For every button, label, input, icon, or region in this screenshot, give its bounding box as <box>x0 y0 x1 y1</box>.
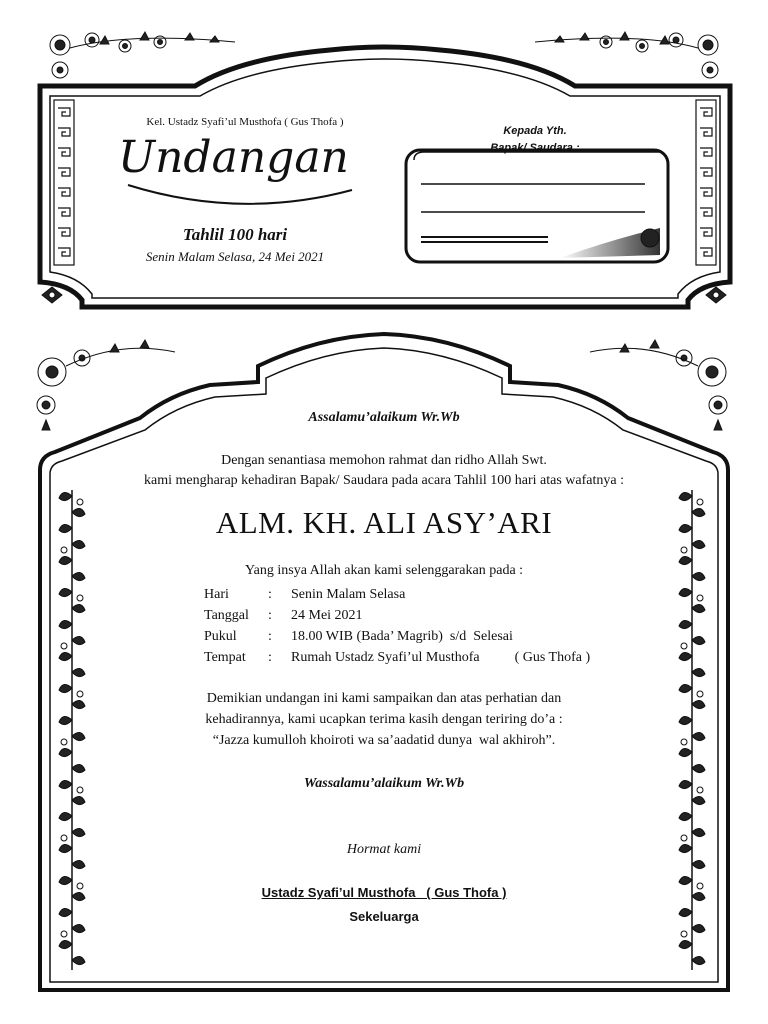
floral-bottom-right-ornament <box>706 287 726 303</box>
floral-top-right-ornament <box>535 32 718 78</box>
deceased-name: ALM. KH. ALI ASY’ARI <box>215 505 553 540</box>
detail-value: Senin Malam Selasa <box>291 587 406 602</box>
detail-row-day <box>204 584 590 605</box>
detail-label: Tanggal <box>204 608 249 623</box>
intro-line-2: kami mengharap kehadiran Bapak/ Saudara pada acara Tahlil 100 hari atas wafatnya : <box>144 473 624 488</box>
detail-row-place <box>204 647 590 668</box>
address-to: Kepada Yth. <box>503 125 567 137</box>
invitation-title <box>118 132 368 212</box>
address-to-2: Bapak/ Saudara : <box>490 142 580 154</box>
regards: Hormat kami <box>346 842 422 857</box>
detail-label: Tempat <box>204 650 246 665</box>
greeting: Assalamu’alaikum Wr.Wb <box>308 410 460 425</box>
closing-text <box>110 688 658 751</box>
closing-line-1: Demikian undangan ini kami sampaikan dan atas perhatian dan <box>206 691 562 706</box>
detail-row-date <box>204 605 590 626</box>
farewell: Wassalamu’alaikum Wr.Wb <box>303 776 465 791</box>
vine-left-ornament <box>59 490 85 970</box>
closing-prayer: “Jazza kumulloh khoiroti wa sa’aadatid dunya wal akhiroh”. <box>212 733 556 748</box>
floral-bottom-left-ornament <box>42 287 62 303</box>
closing-line-2: kehadirannya, kami ucapkan terima kasih dengan teriring do’a : <box>205 712 563 727</box>
signatory-name: Ustadz Syafi’ul Musthofa ( Gus Thofa ) <box>261 885 507 900</box>
envelope-frame <box>0 0 768 320</box>
signatory-family: Sekeluarga <box>349 909 419 924</box>
invitation-title-text: Undangan <box>118 132 349 183</box>
floral-top-left-ornament <box>50 32 235 78</box>
event-name: Tahlil 100 hari <box>182 225 288 244</box>
detail-value: 24 Mei 2021 <box>291 608 363 623</box>
detail-colon: : <box>268 587 272 602</box>
floral-card-top-right-ornament <box>590 340 727 430</box>
detail-colon: : <box>268 650 272 665</box>
detail-value: Rumah Ustadz Syafi’ul Musthofa ( Gus Thofa ) <box>291 650 591 665</box>
event-lead: Yang insya Allah akan kami selenggarakan pada : <box>244 563 524 578</box>
envelope-date: Senin Malam Selasa, 24 Mei 2021 <box>145 250 325 264</box>
greek-key-right-ornament <box>696 100 716 265</box>
address-heading <box>440 123 630 157</box>
detail-row-time <box>204 626 590 647</box>
address-label-scroll <box>406 150 668 262</box>
detail-label: Hari <box>204 587 229 602</box>
floral-card-top-left-ornament <box>37 340 175 430</box>
detail-label: Pukul <box>204 629 237 644</box>
detail-value: 18.00 WIB (Bada’ Magrib) s/d Selesai <box>291 629 513 644</box>
intro-text <box>80 451 688 491</box>
vine-right-ornament <box>679 490 705 970</box>
family-line: Kel. Ustadz Syafi’ul Musthofa ( Gus Thofa ) <box>146 116 344 128</box>
event-details <box>204 584 590 668</box>
detail-colon: : <box>268 629 272 644</box>
greek-key-left-ornament <box>54 100 74 265</box>
intro-line-1: Dengan senantiasa memohon rahmat dan ridho Allah Swt. <box>221 453 547 468</box>
detail-colon: : <box>268 608 272 623</box>
